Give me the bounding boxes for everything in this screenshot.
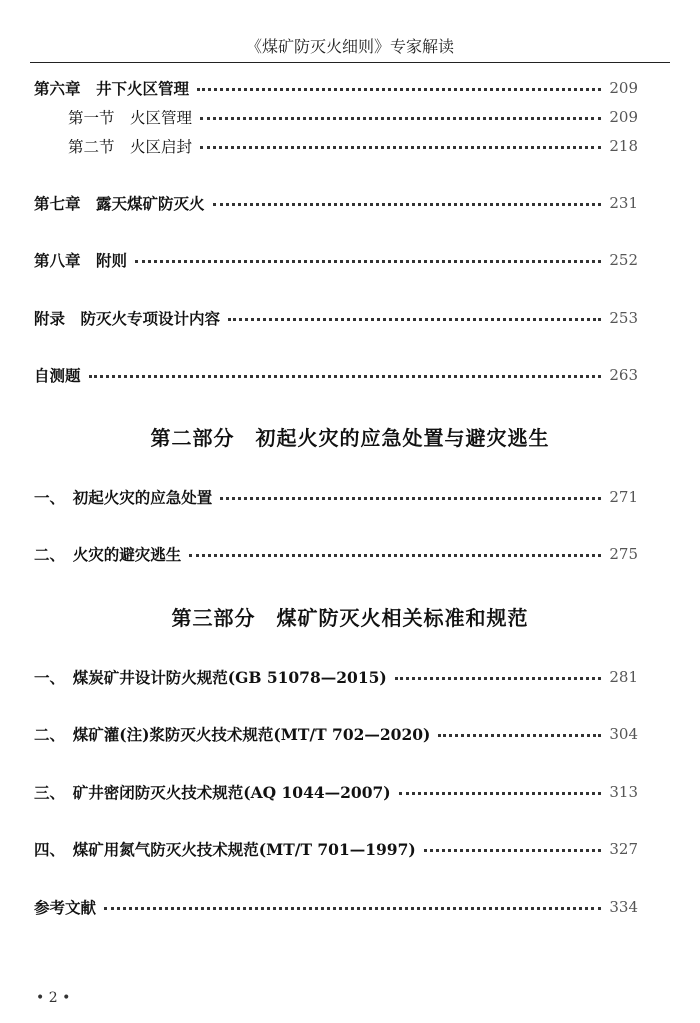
dot-leader	[213, 203, 602, 206]
toc-label: 第一节 火区管理	[68, 109, 193, 127]
toc-label: 一、 初起火灾的应急处置	[34, 488, 213, 507]
toc-page-number: 313	[609, 783, 638, 801]
dot-leader	[438, 734, 601, 737]
toc-entry-part2-item-1[interactable]	[34, 484, 638, 510]
toc-entry-section-2[interactable]	[68, 133, 638, 159]
toc-label: 附录 防灭火专项设计内容	[34, 309, 221, 328]
toc-entry-self-test[interactable]	[34, 362, 638, 388]
toc-label: 三、 矿井密闭防灭火技术规范(AQ 1044—2007)	[34, 783, 391, 802]
toc-entry-part2-item-2[interactable]	[34, 541, 638, 567]
toc-entry-part3-item-3[interactable]	[34, 779, 638, 805]
toc-entry-part3-item-4[interactable]	[34, 836, 638, 862]
toc-entry-appendix[interactable]	[34, 305, 638, 331]
dot-leader	[200, 117, 601, 120]
toc-label: 二、 火灾的避灾逃生	[34, 545, 182, 564]
dot-leader	[220, 497, 601, 500]
toc-entry-part3-item-1[interactable]	[34, 664, 638, 690]
toc-page-number: 209	[609, 108, 638, 126]
toc-label: 第六章 井下火区管理	[34, 79, 190, 98]
dot-leader	[89, 375, 602, 378]
toc-page-number: 263	[609, 366, 638, 384]
running-header: 《煤矿防灭火细则》专家解读	[245, 37, 454, 56]
header-rule	[30, 62, 670, 63]
toc-label: 参考文献	[34, 898, 97, 917]
dot-leader	[200, 146, 601, 149]
dot-leader	[197, 88, 601, 91]
toc-label: 第七章 露天煤矿防灭火	[34, 194, 205, 213]
toc-label: 第二节 火区启封	[68, 138, 193, 156]
toc-entry-part3-item-2[interactable]	[34, 721, 638, 747]
page-number: • 2 •	[36, 990, 71, 1006]
part-2-heading: 第二部分 初起火灾的应急处置与避灾逃生	[150, 426, 550, 450]
toc-page-number: 218	[609, 137, 638, 155]
dot-leader	[424, 849, 602, 852]
toc-page-number: 271	[609, 488, 638, 506]
toc-label: 一、 煤炭矿井设计防火规范(GB 51078—2015)	[34, 668, 387, 687]
dot-leader	[395, 677, 602, 680]
toc-page-number: 304	[609, 725, 638, 743]
dot-leader	[189, 554, 601, 557]
dot-leader	[228, 318, 601, 321]
dot-leader	[399, 792, 602, 795]
toc-label: 自测题	[34, 366, 81, 385]
toc-entry-references[interactable]	[34, 894, 638, 920]
toc-page-number: 327	[609, 840, 638, 858]
dot-leader	[104, 907, 601, 910]
toc-page-number: 209	[609, 79, 638, 97]
toc-entry-section-1[interactable]	[68, 104, 638, 130]
toc-entry-chapter-7[interactable]	[34, 190, 638, 216]
toc-page-number: 275	[609, 545, 638, 563]
toc-label: 第八章 附则	[34, 251, 128, 270]
dot-leader	[135, 260, 601, 263]
toc-entry-chapter-6[interactable]	[34, 75, 638, 101]
toc-page-number: 281	[609, 668, 638, 686]
toc-page-number: 334	[609, 898, 638, 916]
toc-entry-chapter-8[interactable]	[34, 247, 638, 273]
toc-page-number: 252	[609, 251, 638, 269]
part-3-heading: 第三部分 煤矿防灭火相关标准和规范	[171, 606, 529, 630]
toc-page-number: 231	[609, 194, 638, 212]
toc-label: 四、 煤矿用氮气防灭火技术规范(MT/T 701—1997)	[34, 840, 416, 859]
toc-label: 二、 煤矿灌(注)浆防灭火技术规范(MT/T 702—2020)	[34, 725, 431, 744]
toc-page-number: 253	[609, 309, 638, 327]
